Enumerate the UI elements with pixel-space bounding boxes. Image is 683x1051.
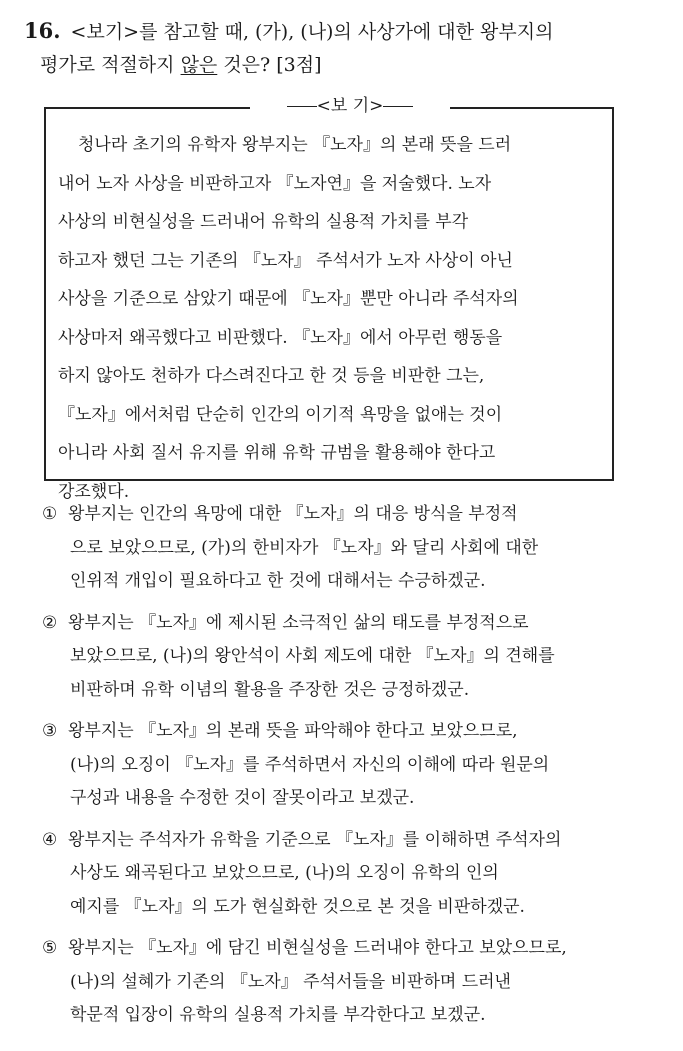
choice-text: 왕부지는 주석자가 유학을 기준으로 『노자』를 이해하면 주석자의 bbox=[68, 829, 562, 850]
choice-line bbox=[42, 498, 642, 532]
choice-text: 왕부지는 『노자』에 담긴 비현실성을 드러내야 한다고 보았으므로, bbox=[68, 938, 567, 958]
question-line-1 bbox=[24, 18, 554, 43]
divider bbox=[383, 106, 413, 107]
bogi-line: 아니라 사회 질서 유지를 위해 유학 규범을 활용해야 한다고 bbox=[58, 443, 496, 463]
choice-line: 인위적 개입이 필요하다고 한 것에 대해서는 수긍하겠군. bbox=[70, 571, 486, 591]
choice-line bbox=[42, 932, 642, 966]
bogi-label-text: <보 기> bbox=[316, 96, 384, 116]
bogi-line: 『노자』에서처럼 단순히 인간의 이기적 욕망을 없애는 것이 bbox=[58, 404, 503, 425]
choice-number: ① bbox=[42, 504, 58, 524]
question-stem-1: <보기>를 참고할 때, (가), (나)의 사상가에 대한 왕부지의 bbox=[70, 21, 554, 43]
bogi-line: 사상마저 왜곡했다고 비판했다. 『노자』에서 아무런 행동을 bbox=[58, 327, 503, 348]
choice-number: ② bbox=[42, 612, 58, 633]
choice-line: 예지를 『노자』의 도가 현실화한 것으로 본 것을 비판하겠군. bbox=[70, 896, 525, 917]
divider bbox=[287, 106, 317, 107]
bogi-line: 사상의 비현실성을 드러내어 유학의 실용적 가치를 부각 bbox=[58, 212, 469, 232]
bogi-passage bbox=[58, 126, 610, 511]
choice-line: (나)의 설혜가 기존의 『노자』 주석서들을 비판하며 드러낸 bbox=[70, 971, 511, 992]
choice-1[interactable] bbox=[42, 498, 642, 599]
question-line-2 bbox=[24, 49, 644, 82]
choice-number: ④ bbox=[42, 829, 58, 850]
choice-5[interactable] bbox=[42, 932, 642, 1033]
choice-number: ③ bbox=[42, 721, 58, 741]
choice-2[interactable] bbox=[42, 607, 642, 708]
choice-4[interactable] bbox=[42, 824, 642, 925]
bogi-line: 하지 않아도 천하가 다스려진다고 한 것 등을 비판한 그는, bbox=[58, 366, 485, 386]
question-stem-2b: 것은? [3점] bbox=[217, 54, 322, 76]
choice-line: 학문적 입장이 유학의 실용적 가치를 부각한다고 보겠군. bbox=[70, 1005, 486, 1025]
choice-line: 보았으므로, (나)의 왕안석이 사회 제도에 대한 『노자』의 견해를 bbox=[70, 646, 555, 666]
question-stem-2a: 평가로 적절하지 bbox=[40, 54, 181, 76]
answer-choices bbox=[42, 498, 642, 1041]
choice-line: 으로 보았으므로, (가)의 한비자가 『노자』와 달리 사회에 대한 bbox=[70, 537, 539, 558]
bogi-line: 하고자 했던 그는 기존의 『노자』 주석서가 노자 사상이 아닌 bbox=[58, 250, 513, 271]
choice-text: 왕부지는 『노자』에 제시된 소극적인 삶의 태도를 부정적으로 bbox=[68, 612, 529, 633]
choice-line: 사상도 왜곡된다고 보았으므로, (나)의 오징이 유학의 인의 bbox=[70, 863, 499, 883]
bogi-line: 청나라 초기의 유학자 왕부지는 『노자』의 본래 뜻을 드러 bbox=[78, 135, 512, 155]
bogi-line: 사상을 기준으로 삼았기 때문에 『노자』뿐만 아니라 주석자의 bbox=[58, 289, 519, 309]
choice-text: 왕부지는 『노자』의 본래 뜻을 파악해야 한다고 보았으므로, bbox=[68, 721, 518, 741]
choice-line bbox=[42, 607, 642, 641]
bogi-line: 강조했다. bbox=[58, 481, 130, 502]
choice-3[interactable] bbox=[42, 715, 642, 816]
question-emphasis: 않은 bbox=[180, 54, 218, 76]
choice-line: 구성과 내용을 수정한 것이 잘못이라고 보겠군. bbox=[70, 788, 415, 808]
choice-line bbox=[42, 715, 642, 749]
choice-line: 비판하며 유학 이념의 활용을 주장한 것은 긍정하겠군. bbox=[70, 679, 470, 700]
question-header bbox=[24, 14, 644, 82]
bogi-label bbox=[250, 96, 450, 116]
choice-text: 왕부지는 인간의 욕망에 대한 『노자』의 대응 방식을 부정적 bbox=[68, 504, 518, 524]
bogi-line: 내어 노자 사상을 비판하고자 『노자연』을 저술했다. 노자 bbox=[58, 173, 492, 194]
choice-line: (나)의 오징이 『노자』를 주석하면서 자신의 이해에 따라 원문의 bbox=[70, 754, 550, 775]
choice-number: ⑤ bbox=[42, 938, 58, 958]
choice-line bbox=[42, 824, 642, 858]
question-number: 16. bbox=[24, 18, 61, 43]
